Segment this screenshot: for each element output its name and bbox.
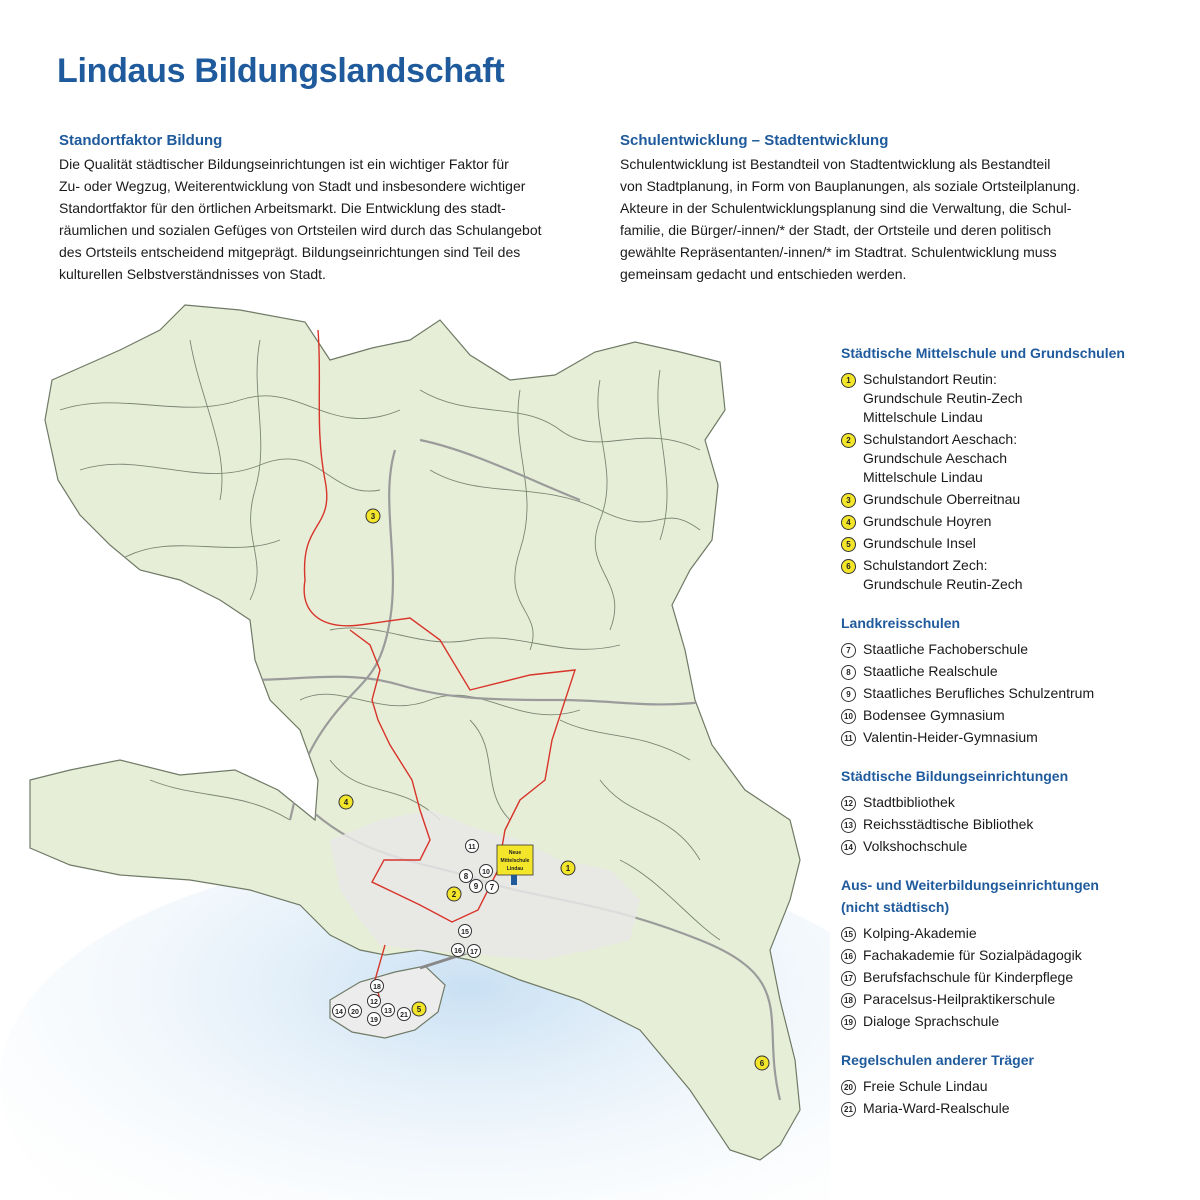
- legend-item-label: Volkshochschule: [863, 838, 968, 854]
- legend-item: [841, 837, 1181, 856]
- legend-item: [841, 556, 1181, 594]
- legend-item-label: Fachakademie für Sozialpädagogik: [863, 947, 1082, 963]
- legend-item-label: Valentin-Heider-Gymnasium: [863, 729, 1038, 745]
- school-marker-number: 18: [373, 984, 381, 991]
- school-marker-number: 6: [759, 1059, 765, 1068]
- city-map: [0, 300, 830, 1200]
- intro-schulentwicklung: [620, 132, 1140, 285]
- intro-schulentwicklung-heading: Schulentwicklung – Stadtentwicklung: [620, 132, 889, 149]
- new-school-label-line3: Lindau: [506, 866, 524, 872]
- legend-item: [841, 706, 1181, 725]
- legend-number-badge: 9: [841, 687, 856, 702]
- legend-section: [841, 612, 1181, 747]
- school-marker-number: 10: [482, 869, 490, 876]
- legend-item: [841, 990, 1181, 1009]
- school-marker-number: 3: [370, 512, 376, 521]
- legend-item: [841, 968, 1181, 987]
- school-marker: [470, 880, 483, 893]
- legend-item: [841, 684, 1181, 703]
- legend-number-badge: 10: [841, 709, 856, 724]
- legend-item: [841, 370, 1181, 427]
- school-marker-number: 5: [416, 1005, 422, 1014]
- legend-item: [841, 534, 1181, 553]
- school-marker: [480, 865, 493, 878]
- intro-standortfaktor-heading: Standortfaktor Bildung: [59, 132, 223, 149]
- legend-number-badge: 1: [841, 373, 856, 388]
- legend-item: [841, 640, 1181, 659]
- school-marker: [366, 509, 380, 523]
- legend-item: [841, 490, 1181, 509]
- legend-item-label: Schulstandort Reutin: Grundschule Reutin-Zech Mittelschule Lindau: [863, 371, 1023, 425]
- school-marker-number: 15: [461, 929, 469, 936]
- legend-item-label: Stadtbibliothek: [863, 794, 955, 810]
- school-marker-number: 19: [370, 1017, 378, 1024]
- legend-item-label: Staatliches Berufliches Schulzentrum: [863, 685, 1095, 701]
- school-marker: [398, 1008, 411, 1021]
- legend-section-heading: Landkreisschulen: [841, 615, 961, 631]
- legend-item: [841, 946, 1181, 965]
- legend-item-label: Schulstandort Aeschach: Grundschule Aeschach Mittelschule Lindau: [863, 431, 1018, 485]
- legend-number-badge: 17: [841, 971, 856, 986]
- school-marker-number: 7: [489, 883, 495, 892]
- legend-item-label: Freie Schule Lindau: [863, 1078, 988, 1094]
- legend-item: [841, 1099, 1181, 1118]
- legend-item: [841, 1012, 1181, 1031]
- school-marker-number: 13: [384, 1008, 392, 1015]
- legend-item: [841, 924, 1181, 943]
- legend-item-label: Grundschule Hoyren: [863, 513, 992, 529]
- legend-number-badge: 20: [841, 1080, 856, 1095]
- school-marker: [349, 1005, 362, 1018]
- legend-item-label: Staatliche Realschule: [863, 663, 998, 679]
- legend-number-badge: 5: [841, 537, 856, 552]
- legend-number-badge: 18: [841, 993, 856, 1008]
- legend-item-label: Paracelsus-Heilpraktikerschule: [863, 991, 1056, 1007]
- school-marker-number: 2: [451, 890, 457, 899]
- school-marker: [371, 980, 384, 993]
- school-marker: [468, 945, 481, 958]
- new-school-label-line2: Mittelschule: [500, 858, 530, 864]
- legend-number-badge: 14: [841, 840, 856, 855]
- school-marker: [486, 881, 499, 894]
- legend-item: [841, 662, 1181, 681]
- legend-number-badge: 2: [841, 433, 856, 448]
- legend-item: [841, 1077, 1181, 1096]
- legend-number-badge: 15: [841, 927, 856, 942]
- school-marker-number: 20: [351, 1009, 359, 1016]
- legend-section: [841, 874, 1181, 1031]
- school-marker: [460, 870, 473, 883]
- legend-number-badge: 7: [841, 643, 856, 658]
- legend-number-badge: 3: [841, 493, 856, 508]
- legend-item: [841, 512, 1181, 531]
- map-legend: [841, 342, 1181, 1136]
- intro-standortfaktor: [59, 132, 579, 285]
- school-marker: [452, 944, 465, 957]
- school-marker-number: 12: [370, 999, 378, 1006]
- school-marker: [339, 795, 353, 809]
- legend-item-label: Schulstandort Zech: Grundschule Reutin-Zech: [863, 557, 1023, 592]
- legend-item: [841, 793, 1181, 812]
- legend-item-label: Grundschule Oberreitnau: [863, 491, 1021, 507]
- school-marker-number: 9: [473, 882, 479, 891]
- page-title: Lindaus Bildungslandschaft: [57, 52, 505, 90]
- legend-item-label: Dialoge Sprachschule: [863, 1013, 1000, 1029]
- school-marker: [561, 861, 575, 875]
- legend-number-badge: 16: [841, 949, 856, 964]
- school-marker-number: 16: [454, 948, 462, 955]
- legend-section: [841, 1049, 1181, 1118]
- legend-section: [841, 342, 1181, 594]
- school-marker-number: 21: [400, 1012, 408, 1019]
- legend-item: [841, 430, 1181, 487]
- school-marker: [459, 925, 472, 938]
- legend-number-badge: 4: [841, 515, 856, 530]
- school-marker-number: 1: [565, 864, 571, 873]
- legend-item-label: Maria-Ward-Realschule: [863, 1100, 1010, 1116]
- school-marker: [447, 887, 461, 901]
- legend-item-label: Staatliche Fachoberschule: [863, 641, 1028, 657]
- legend-item-label: Bodensee Gymnasium: [863, 707, 1005, 723]
- legend-section: [841, 765, 1181, 856]
- legend-item-label: Kolping-Akademie: [863, 925, 977, 941]
- legend-number-badge: 13: [841, 818, 856, 833]
- legend-section-heading: Städtische Bildungseinrichtungen: [841, 768, 1069, 784]
- legend-number-badge: 11: [841, 731, 856, 746]
- legend-item-label: Grundschule Insel: [863, 535, 976, 551]
- school-marker: [368, 995, 381, 1008]
- intro-standortfaktor-text: Die Qualität städtischer Bildungseinrichtungen ist ein wichtiger Faktor für Zu- oder Wegzug, Weiterentwicklung von Stadt und insbesondere wichtiger Standortfaktor für den örtlichen Arbeitsmarkt. Die Entwicklung des stadt- räumlichen und sozialen Gefüges von Ortsteilen wird durch das Schulangebot des Ortsteils entscheidend mitgeprägt. Bildungseinrichtungen sind Teil des kulturellen Selbstverständnisses von Stadt.: [59, 156, 542, 282]
- legend-number-badge: 6: [841, 559, 856, 574]
- intro-schulentwicklung-text: Schulentwicklung ist Bestandteil von Stadtentwicklung als Bestandteil von Stadtplanung, in Form von Bauplanungen, als soziale Ortsteilplanung. Akteure in der Schulentwicklungsplanung sind die Verwaltung, die Schul- familie, die Bürger/-innen/* der Stadt, der Ortsteile und deren politisch gewählte Repräsentanten/-innen/* im Stadtrat. Schulentwicklung muss gemeinsam gedacht und entschieden werden.: [620, 156, 1080, 282]
- legend-section-heading: Regelschulen anderer Träger: [841, 1052, 1034, 1068]
- school-marker-number: 14: [335, 1009, 343, 1016]
- school-marker-number: 17: [470, 949, 478, 956]
- school-marker-number: 8: [463, 872, 469, 881]
- legend-number-badge: 21: [841, 1102, 856, 1117]
- legend-section-heading: Aus- und Weiterbildungseinrichtungen (nicht städtisch): [841, 877, 1099, 915]
- school-marker: [755, 1056, 769, 1070]
- new-school-label-line1: Neue: [508, 850, 522, 856]
- legend-item: [841, 728, 1181, 747]
- school-marker: [466, 840, 479, 853]
- legend-item-label: Berufsfachschule für Kinderpflege: [863, 969, 1074, 985]
- school-marker: [382, 1004, 395, 1017]
- school-marker: [412, 1002, 426, 1016]
- legend-section-heading: Städtische Mittelschule und Grundschulen: [841, 345, 1125, 361]
- legend-item: [841, 815, 1181, 834]
- school-marker-number: 4: [343, 798, 349, 807]
- legend-number-badge: 19: [841, 1015, 856, 1030]
- school-marker: [333, 1005, 346, 1018]
- legend-item-label: Reichsstädtische Bibliothek: [863, 816, 1034, 832]
- school-marker-number: 11: [468, 844, 476, 851]
- school-marker: [368, 1013, 381, 1026]
- legend-number-badge: 8: [841, 665, 856, 680]
- legend-number-badge: 12: [841, 796, 856, 811]
